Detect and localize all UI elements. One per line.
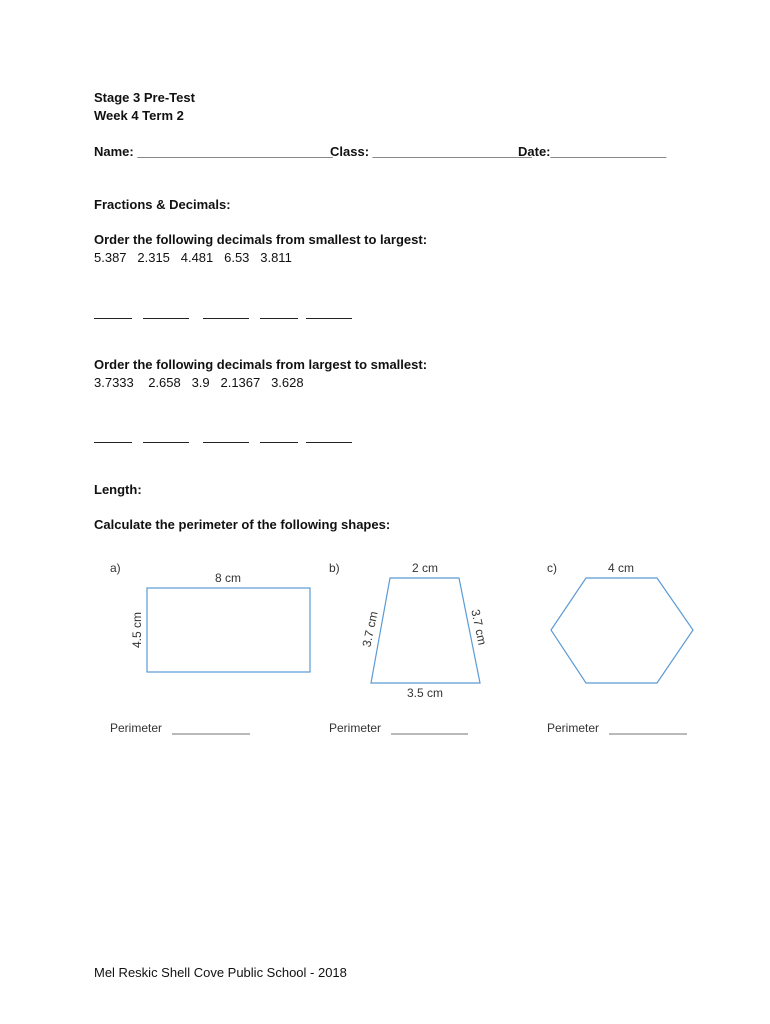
class-field: Class: ______________________	[330, 144, 532, 159]
trapezoid-shape	[371, 578, 480, 683]
shape-c-perimeter-label: Perimeter	[547, 721, 600, 735]
question-2-prompt: Order the following decimals from largest to smallest:	[94, 357, 428, 372]
perimeter-prompt: Calculate the perimeter of the following shapes:	[94, 517, 391, 532]
test-title: Stage 3 Pre-Test	[94, 90, 195, 105]
shape-b-top-label: 2 cm	[411, 561, 439, 575]
shape-b-bottom-label: 3.5 cm	[406, 686, 444, 700]
shape-c-top-label: 4 cm	[607, 561, 635, 575]
test-subtitle: Week 4 Term 2	[94, 108, 184, 123]
shape-a-letter: a)	[110, 561, 121, 575]
shape-a-top-label: 8 cm	[214, 571, 242, 585]
shape-b-perimeter-label: Perimeter	[329, 721, 382, 735]
date-field: Date:________________	[518, 144, 667, 159]
shape-b-left-label: 3.7 cm	[359, 610, 381, 649]
question-2-numbers: 3.7333 2.658 3.9 2.1367 3.628	[94, 375, 304, 390]
shape-b-letter: b)	[329, 561, 340, 575]
hexagon-shape	[551, 578, 693, 683]
page-footer: Mel Reskic Shell Cove Public School - 2018	[94, 965, 347, 980]
shape-b-right-label: 3.7 cm	[468, 608, 490, 647]
shape-a-side-label: 4.5 cm	[130, 611, 144, 649]
shape-c-letter: c)	[547, 561, 557, 575]
shape-a-perimeter-label: Perimeter	[110, 721, 163, 735]
length-heading: Length:	[94, 482, 142, 497]
fractions-heading: Fractions & Decimals:	[94, 197, 231, 212]
name-field: Name: ___________________________	[94, 144, 333, 159]
question-1-numbers: 5.387 2.315 4.481 6.53 3.811	[94, 250, 292, 265]
question-1-prompt: Order the following decimals from smallest to largest:	[94, 232, 428, 247]
rectangle-shape	[147, 588, 310, 672]
